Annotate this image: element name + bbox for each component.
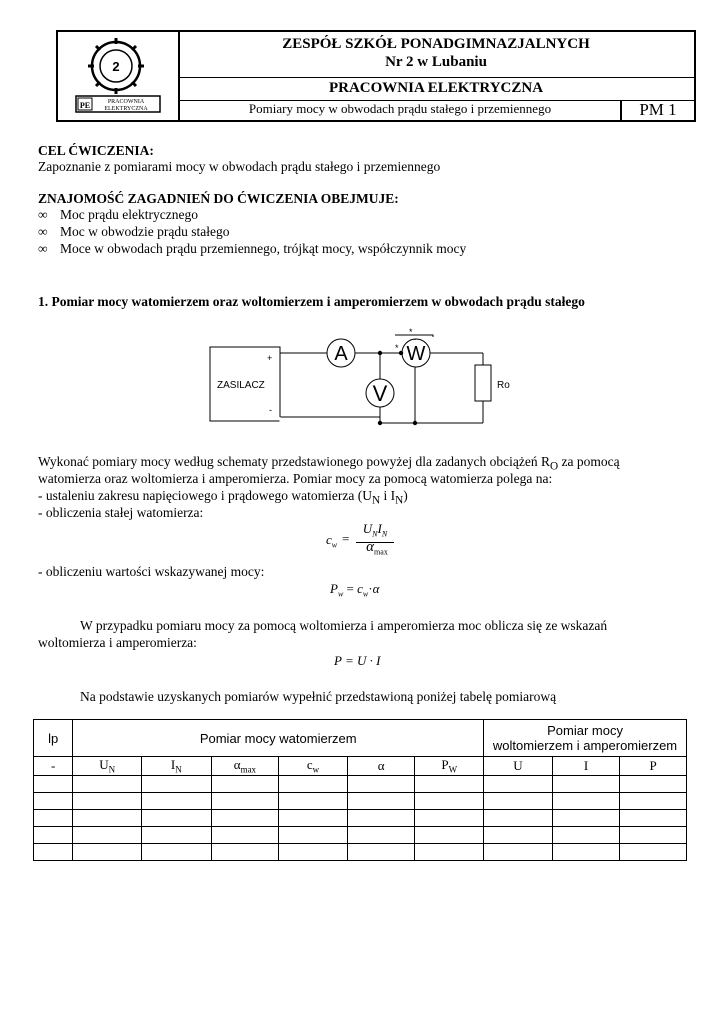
table-cell xyxy=(620,793,687,810)
table-cell xyxy=(347,776,415,793)
formula-power-ui: P = U · I xyxy=(334,653,381,668)
table-cell xyxy=(415,793,484,810)
table-cell xyxy=(347,844,415,861)
school-logo xyxy=(58,32,180,120)
table-header-row xyxy=(34,720,687,757)
header-wattmeter: Pomiar mocy watomierzem xyxy=(73,720,484,757)
paragraph-1-line-3: - ustaleniu zakresu napięciowego i prądowego watomierza ($U_N$ i $I_N$) xyxy=(38,488,408,507)
table-column-header: I xyxy=(552,757,620,776)
resistor-label: Ro xyxy=(497,380,510,391)
goal-text: Zapoznanie z pomiarami mocy w obwodach prądu stałego i przemiennego xyxy=(38,159,441,174)
exercise-subtitle: Pomiary mocy w obwodach prądu stałego i przemiennego xyxy=(248,101,552,116)
table-cell xyxy=(347,827,415,844)
table-column-header: U xyxy=(484,757,553,776)
table-cell xyxy=(415,776,484,793)
table-cell xyxy=(279,793,348,810)
lab-name: PRACOWNIA ELEKTRYCZNA xyxy=(178,78,694,101)
table-column-row xyxy=(34,757,687,776)
goal-heading: CEL ĆWICZENIA: xyxy=(38,143,154,158)
svg-text:2: 2 xyxy=(112,59,120,74)
table-cell xyxy=(141,844,211,861)
table-cell xyxy=(211,793,279,810)
header-box xyxy=(56,30,696,122)
table-cell xyxy=(34,776,73,793)
table-cell xyxy=(620,844,687,861)
table-cell xyxy=(279,810,348,827)
paragraph-1-line-2: watomierza oraz woltomierza i amperomierza. Pomiar mocy za pomocą watomierza polega na: xyxy=(38,471,553,486)
table-column-header: $U_N$ xyxy=(73,757,142,776)
paragraph-3: Na podstawie uzyskanych pomiarów wypełnić przedstawioną poniżej tabelę pomiarową xyxy=(80,689,557,704)
table-cell xyxy=(484,776,553,793)
table-cell xyxy=(34,810,73,827)
knowledge-item: ∞ Moce w obwodach prądu przemiennego, trójkąt mocy, współczynnik mocy xyxy=(38,241,467,256)
star-mark: * xyxy=(409,327,413,337)
table-cell xyxy=(552,776,620,793)
measurement-table xyxy=(33,719,687,861)
table-cell xyxy=(552,844,620,861)
table-cell xyxy=(141,776,211,793)
ammeter-symbol: A xyxy=(334,343,348,365)
table-cell xyxy=(279,827,348,844)
table-cell xyxy=(211,810,279,827)
table-cell xyxy=(141,810,211,827)
table-cell xyxy=(73,810,142,827)
table-cell xyxy=(620,776,687,793)
exercise-code: PM 1 xyxy=(620,100,694,120)
logo-emblem xyxy=(58,32,176,120)
paragraph-1: Wykonać pomiary mocy według schematy przedstawionego powyżej dla zadanych obciążeń $R_O$ za pomocą xyxy=(38,454,620,473)
table-cell xyxy=(73,827,142,844)
table-cell xyxy=(211,844,279,861)
section-1-title: 1. Pomiar mocy watomierzem oraz woltomierzem i amperomierzem w obwodach prądu stałego xyxy=(38,294,585,309)
table-cell xyxy=(484,827,553,844)
table-column-header: - xyxy=(34,757,73,776)
table-row xyxy=(34,827,687,844)
paragraph-2-line-2: woltomierza i amperomierza: xyxy=(38,635,197,650)
table-cell xyxy=(211,827,279,844)
school-name: ZESPÓŁ SZKÓŁ PONADGIMNAZJALNYCH Nr 2 w Lubaniu xyxy=(178,32,694,78)
table-cell xyxy=(415,827,484,844)
voltmeter-symbol: V xyxy=(372,381,388,406)
table-cell xyxy=(552,793,620,810)
table-cell xyxy=(279,844,348,861)
paragraph-1-line-4: - obliczenia stałej watomierza: xyxy=(38,505,204,520)
table-row xyxy=(34,793,687,810)
table-cell xyxy=(73,844,142,861)
table-cell xyxy=(484,793,553,810)
table-cell xyxy=(141,827,211,844)
table-cell xyxy=(34,827,73,844)
table-cell xyxy=(347,793,415,810)
table-cell xyxy=(484,844,553,861)
paragraph-1-line-5: - obliczeniu wartości wskazywanej mocy: xyxy=(38,564,265,579)
table-cell xyxy=(484,810,553,827)
header-lp: lp xyxy=(34,720,73,757)
table-row xyxy=(34,810,687,827)
table-cell xyxy=(552,810,620,827)
knowledge-item: ∞ Moc prądu elektrycznego xyxy=(38,207,198,222)
table-column-header: $\alpha_{max}$ xyxy=(211,757,279,776)
formula-watt-constant: $c_w$ = $U_NI_N$ $\alpha_{max}$ xyxy=(326,521,416,561)
table-cell xyxy=(415,810,484,827)
table-cell xyxy=(415,844,484,861)
table-cell xyxy=(620,827,687,844)
plus-terminal: + xyxy=(267,353,273,363)
table-row xyxy=(34,844,687,861)
svg-text:ELEKTRYCZNA: ELEKTRYCZNA xyxy=(104,106,148,112)
knowledge-item: ∞ Moc w obwodzie prądu stałego xyxy=(38,224,230,239)
table-column-header: $P_W$ xyxy=(415,757,484,776)
table-column-header: P xyxy=(620,757,687,776)
table-row xyxy=(34,776,687,793)
svg-text:PRACOWNIA: PRACOWNIA xyxy=(107,99,145,105)
table-cell xyxy=(552,827,620,844)
wattmeter-symbol: W xyxy=(406,343,426,365)
table-cell xyxy=(279,776,348,793)
header-volt-amp: Pomiar mocy woltomierzem i amperomierzem xyxy=(484,720,687,757)
supply-label: ZASILACZ xyxy=(217,380,265,391)
table-cell xyxy=(347,810,415,827)
knowledge-heading: ZNAJOMOŚĆ ZAGADNIEŃ DO ĆWICZENIA OBEJMUJE: xyxy=(38,191,399,206)
paragraph-2: W przypadku pomiaru mocy za pomocą woltomierza i amperomierza moc oblicza się ze wskazań xyxy=(80,618,608,633)
circuit-diagram xyxy=(205,325,510,435)
table-column-header: $I_N$ xyxy=(141,757,211,776)
table-cell xyxy=(141,793,211,810)
table-cell xyxy=(34,793,73,810)
minus-terminal: - xyxy=(269,405,272,415)
table-cell xyxy=(73,776,142,793)
table-column-header: $c_w$ xyxy=(279,757,348,776)
logo-pe: PE xyxy=(79,101,91,110)
table-cell xyxy=(73,793,142,810)
table-cell xyxy=(211,776,279,793)
table-cell xyxy=(34,844,73,861)
table-column-header: α xyxy=(347,757,415,776)
formula-power: $P_w = c_w\cdot\alpha$ xyxy=(330,581,380,599)
table-cell xyxy=(620,810,687,827)
star-mark: * xyxy=(395,343,399,353)
